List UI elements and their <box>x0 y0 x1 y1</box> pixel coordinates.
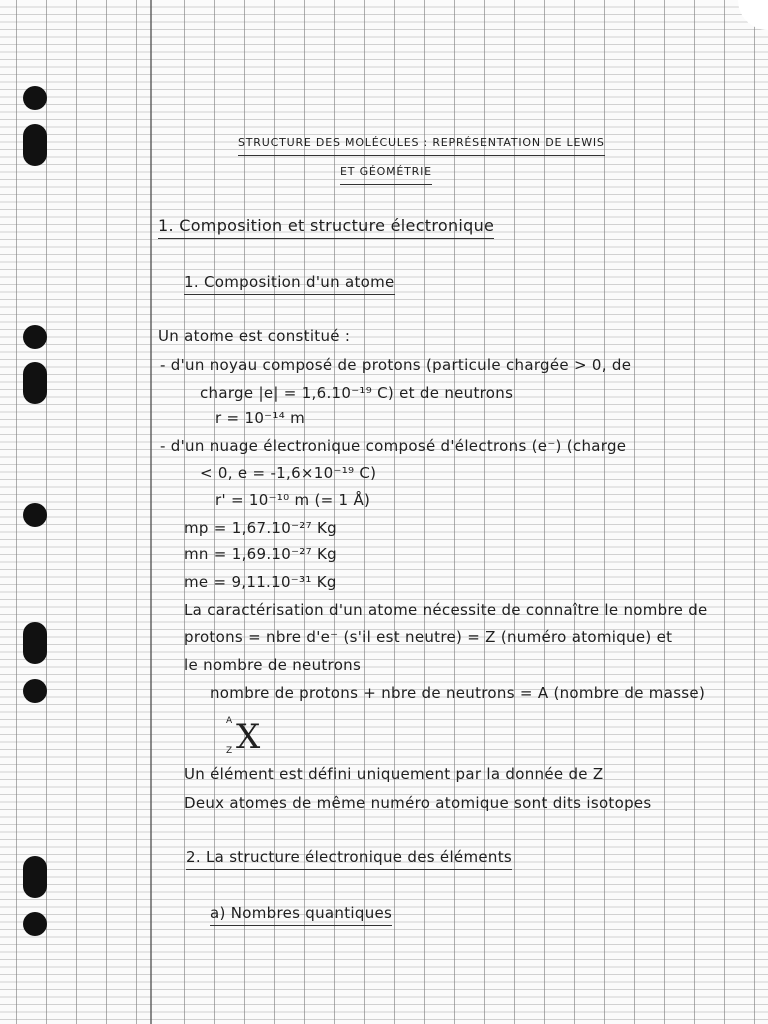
subsection-heading-2a: a) Nombres quantiques <box>210 903 392 926</box>
bullet-2-line-b: < 0, e = -1,6×10⁻¹⁹ C) <box>200 464 377 482</box>
para-1-line-a: La caractérisation d'un atome nécessite de connaître le nombre de <box>184 601 708 619</box>
margin-line <box>150 0 152 1024</box>
binder-hole-8 <box>23 856 47 898</box>
title-line-1: STRUCTURE DES MOLÉCULES : REPRÉSENTATION DE LEWIS <box>238 133 605 156</box>
bullet-2-line-c: r' = 10⁻¹⁰ m (= 1 Å) <box>215 491 371 509</box>
intro-text: Un atome est constitué : <box>158 327 351 345</box>
title-line-2: ET GÉOMÉTRIE <box>340 162 432 185</box>
subsection-heading-1: 1. Composition d'un atome <box>184 272 395 295</box>
section-heading: 1. Composition et structure électronique <box>158 216 494 239</box>
notation-atomic-number: Z <box>226 746 233 756</box>
bullet-1-line-b: charge |e| = 1,6.10⁻¹⁹ C) et de neutrons <box>200 384 514 402</box>
bullet-1-line-a: - d'un noyau composé de protons (particule chargée > 0, de <box>160 356 632 374</box>
notation-mass-number: A <box>226 716 233 726</box>
bullet-2-line-a: - d'un nuage électronique composé d'électrons (e⁻) (charge <box>160 437 627 455</box>
bullet-1-line-c: r = 10⁻¹⁴ m <box>215 409 305 427</box>
binder-hole-3 <box>23 325 47 349</box>
neutron-mass: mn = 1,69.10⁻²⁷ Kg <box>184 545 337 563</box>
subsection-heading-2: 2. La structure électronique des éléments <box>186 847 512 870</box>
para-1-line-d: nombre de protons + nbre de neutrons = A (nombre de masse) <box>210 684 706 702</box>
binder-hole-4 <box>23 362 47 404</box>
binder-hole-1 <box>23 86 47 110</box>
proton-mass: mp = 1,67.10⁻²⁷ Kg <box>184 519 337 537</box>
notation-element-symbol: X <box>236 717 261 757</box>
binder-hole-2 <box>23 124 47 166</box>
para-1-line-b: protons = nbre d'e⁻ (s'il est neutre) = Z (numéro atomique) et <box>184 628 673 646</box>
para-2: Un élément est défini uniquement par la donnée de Z <box>184 765 604 783</box>
binder-hole-5 <box>23 503 47 527</box>
binder-hole-9 <box>23 912 47 936</box>
electron-mass: me = 9,11.10⁻³¹ Kg <box>184 573 337 591</box>
binder-hole-6 <box>23 622 47 664</box>
para-3: Deux atomes de même numéro atomique sont dits isotopes <box>184 794 652 812</box>
page-corner <box>738 0 768 30</box>
binder-hole-7 <box>23 679 47 703</box>
para-1-line-c: le nombre de neutrons <box>184 656 362 674</box>
